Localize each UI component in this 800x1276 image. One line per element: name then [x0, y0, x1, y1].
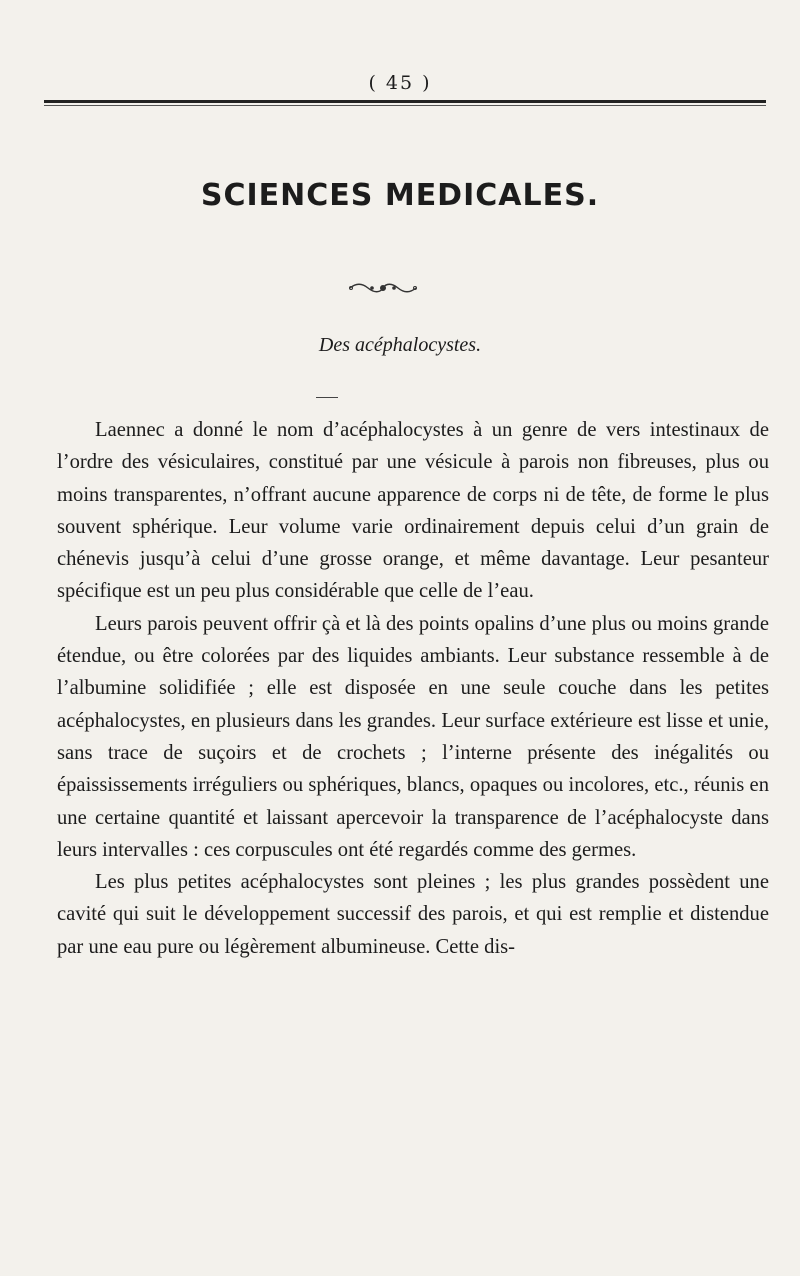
- decorative-flourish-icon: [348, 282, 418, 294]
- section-title: SCIENCES MEDICALES.: [200, 178, 600, 213]
- header-rule-thin: [44, 105, 766, 106]
- page-number: ( 45 ): [368, 72, 432, 94]
- header-rule: [44, 100, 766, 103]
- article-body: [57, 414, 769, 963]
- paragraph: Les plus petites acéphalocystes sont pleines ; les plus grandes possèdent une cavité qui suit le développement successif des parois, et qui est remplie et distendue par une eau pure ou légèrement albumineuse. Cette dis-: [57, 871, 769, 958]
- separator-rule: [316, 397, 338, 398]
- paragraph: Leurs parois peuvent offrir çà et là des points opalins d’une plus ou moins grande étendue, ou être colorées par des liquides ambiants. Leur substance ressemble à de l’albumine solidifiée ; elle est disposée en une seule couche dans les petites acéphalocystes, en plusieurs dans les grandes. Leur surface extérieure est lisse et unie, sans trace de suçoirs et de crochets ; l’interne présente des inégalités ou épaississements irréguliers ou sphériques, blancs, opaques ou incolores, etc., réunis en une certaine quantité et laissant apercevoir la transparence de l’acéphalocyste dans leurs intervalles : ces corpuscules ont été regardés comme des germes.: [57, 612, 769, 861]
- paragraph: Laennec a donné le nom d’acéphalocystes à un genre de vers intestinaux de l’ordre des vésiculaires, constitué par une vésicule à parois non fibreuses, plus ou moins transparentes, n’offrant aucune apparence de corps ni de tête, de forme le plus souvent sphérique. Leur volume varie ordinairement depuis celui d’un grain de chénevis jusqu’à celui d’une grosse orange, et même davantage. Leur pesanteur spécifique est un peu plus considérable que celle de l’eau.: [57, 419, 769, 603]
- article-subtitle: Des acéphalocystes.: [318, 334, 482, 356]
